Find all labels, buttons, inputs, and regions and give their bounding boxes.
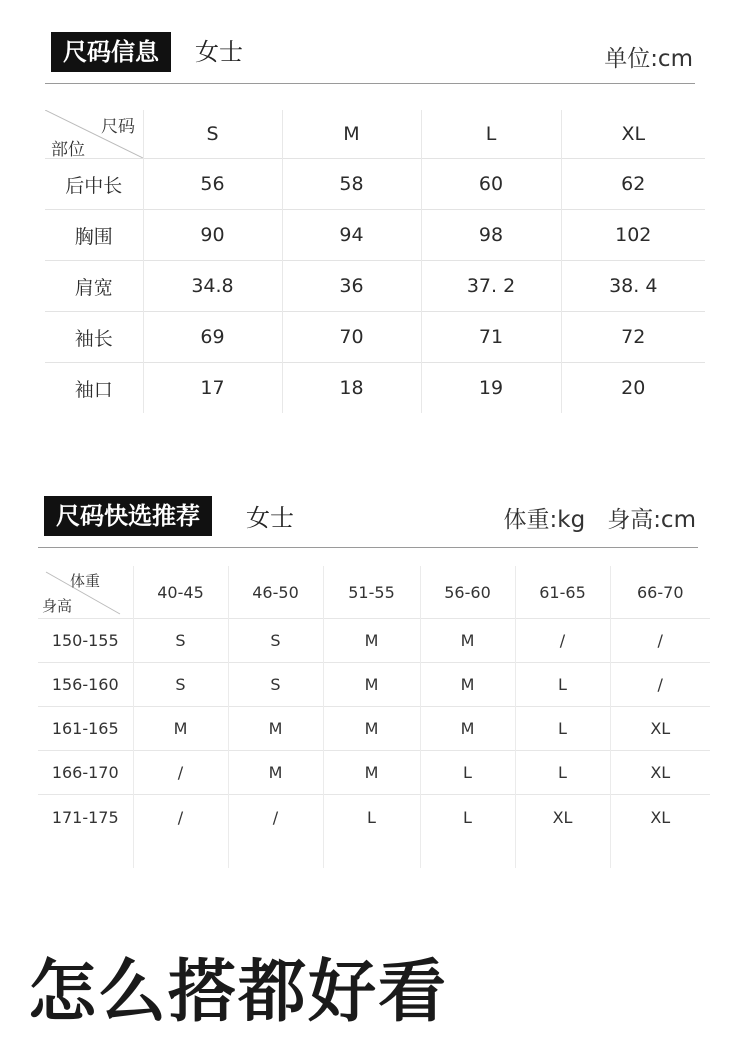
size-cell: M	[323, 663, 420, 707]
size-cell: S	[228, 619, 323, 663]
table-row	[45, 312, 705, 363]
size-cell: /	[515, 619, 610, 663]
measure-cell: 58	[282, 159, 421, 210]
size-cell: M	[323, 619, 420, 663]
measure-cell: 90	[143, 210, 282, 261]
size-cell: L	[420, 751, 515, 795]
size-cell: /	[133, 795, 228, 869]
table-row	[38, 707, 710, 751]
size-info-table	[45, 110, 705, 413]
size-info-gender: 女士	[195, 38, 243, 66]
measure-cell: 20	[561, 363, 705, 414]
measure-cell: 19	[421, 363, 561, 414]
corner-part-label: 部位	[51, 140, 85, 160]
size-info-unit: 单位:cm	[604, 46, 693, 72]
size-info-header	[45, 30, 695, 84]
recommend-tag: 尺码快选推荐	[44, 496, 212, 536]
size-cell: L	[515, 751, 610, 795]
recommend-table	[38, 566, 710, 868]
size-col-header: S	[143, 110, 282, 159]
measure-cell: 38. 4	[561, 261, 705, 312]
table-row	[45, 261, 705, 312]
part-label: 袖长	[45, 312, 143, 363]
size-cell: L	[420, 795, 515, 869]
weight-col-header: 51-55	[323, 566, 420, 619]
measure-cell: 62	[561, 159, 705, 210]
measure-cell: 34.8	[143, 261, 282, 312]
recommend-gender: 女士	[246, 504, 294, 532]
table-row	[38, 663, 710, 707]
part-label: 后中长	[45, 159, 143, 210]
size-cell: S	[133, 619, 228, 663]
weight-unit: 体重:kg	[503, 507, 586, 533]
size-cell: XL	[610, 795, 710, 869]
size-cell: /	[228, 795, 323, 869]
corner-height-label: 身高	[42, 597, 73, 615]
size-corner-cell	[45, 110, 143, 159]
part-label: 胸围	[45, 210, 143, 261]
size-cell: L	[515, 663, 610, 707]
weight-header-row	[38, 566, 710, 619]
height-label: 166-170	[38, 751, 133, 795]
measure-cell: 36	[282, 261, 421, 312]
size-info-tag: 尺码信息	[51, 32, 171, 72]
measure-cell: 72	[561, 312, 705, 363]
measure-cell: 70	[282, 312, 421, 363]
recommend-units	[504, 500, 696, 540]
size-cell: /	[133, 751, 228, 795]
size-cell: XL	[610, 751, 710, 795]
measure-cell: 94	[282, 210, 421, 261]
measure-cell: 60	[421, 159, 561, 210]
part-label: 肩宽	[45, 261, 143, 312]
size-cell: M	[133, 707, 228, 751]
height-label: 156-160	[38, 663, 133, 707]
height-label: 171-175	[38, 795, 133, 869]
measure-cell: 69	[143, 312, 282, 363]
size-cell: /	[610, 663, 710, 707]
height-unit: 身高:cm	[607, 507, 696, 533]
table-row	[45, 363, 705, 414]
height-label: 161-165	[38, 707, 133, 751]
size-cell: /	[610, 619, 710, 663]
table-row	[45, 210, 705, 261]
size-cell: L	[515, 707, 610, 751]
weight-col-header: 56-60	[420, 566, 515, 619]
size-cell: M	[420, 663, 515, 707]
size-cell: XL	[610, 707, 710, 751]
measure-cell: 71	[421, 312, 561, 363]
size-cell: M	[228, 751, 323, 795]
weight-col-header: 46-50	[228, 566, 323, 619]
size-cell: M	[323, 707, 420, 751]
size-cell: S	[228, 663, 323, 707]
size-cell: M	[420, 619, 515, 663]
size-col-header: XL	[561, 110, 705, 159]
measure-cell: 56	[143, 159, 282, 210]
size-cell: M	[228, 707, 323, 751]
height-label: 150-155	[38, 619, 133, 663]
size-col-header: M	[282, 110, 421, 159]
table-row	[38, 795, 710, 869]
measure-cell: 37. 2	[421, 261, 561, 312]
size-col-header: L	[421, 110, 561, 159]
corner-size-label: 尺码	[101, 117, 135, 137]
slogan-heading: 怎么搭都好看	[28, 953, 449, 1032]
measure-cell: 17	[143, 363, 282, 414]
measure-cell: 18	[282, 363, 421, 414]
recommend-corner-cell	[38, 566, 133, 619]
recommend-header	[38, 496, 698, 548]
measure-cell: 98	[421, 210, 561, 261]
size-header-row	[45, 110, 705, 159]
weight-col-header: 61-65	[515, 566, 610, 619]
weight-col-header: 66-70	[610, 566, 710, 619]
size-cell: S	[133, 663, 228, 707]
corner-weight-label: 体重	[70, 572, 101, 590]
size-cell: L	[323, 795, 420, 869]
table-row	[45, 159, 705, 210]
size-cell: M	[420, 707, 515, 751]
table-row	[38, 619, 710, 663]
measure-cell: 102	[561, 210, 705, 261]
size-cell: M	[323, 751, 420, 795]
table-row	[38, 751, 710, 795]
size-cell: XL	[515, 795, 610, 869]
weight-col-header: 40-45	[133, 566, 228, 619]
part-label: 袖口	[45, 363, 143, 414]
